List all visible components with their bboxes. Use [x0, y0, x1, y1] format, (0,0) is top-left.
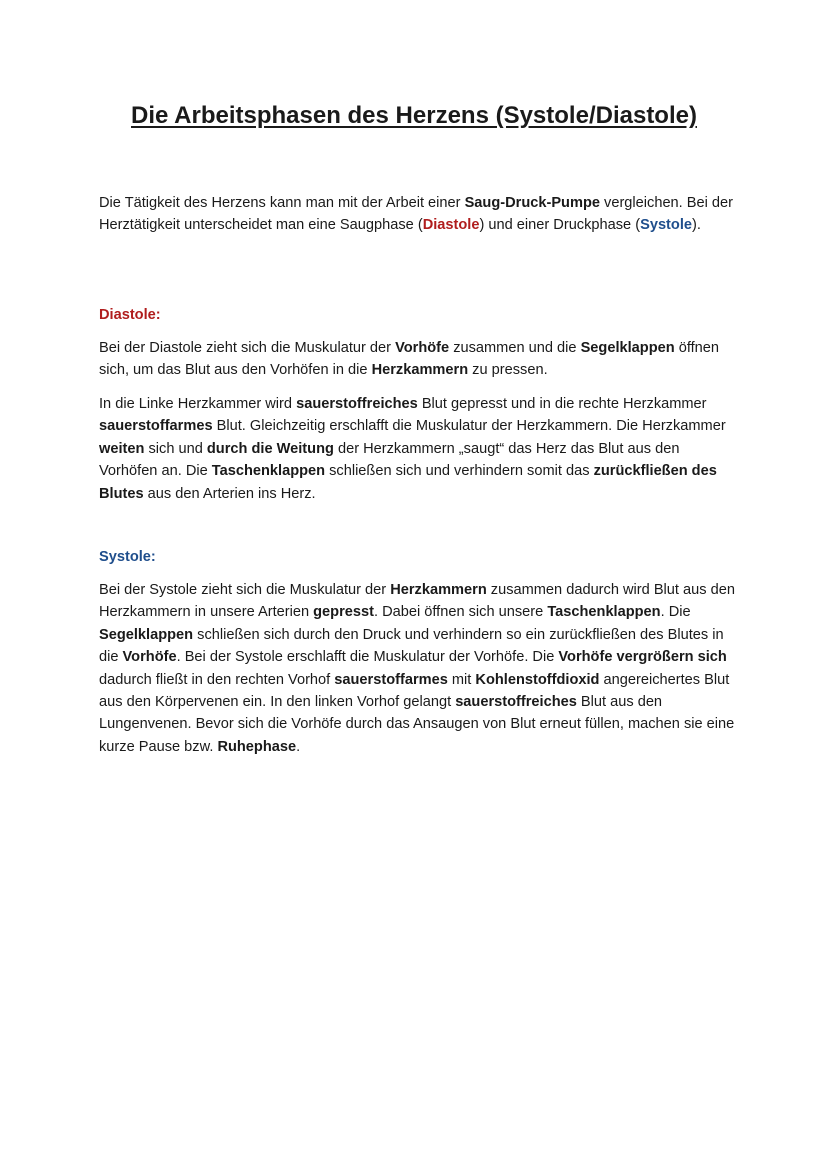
text-span: . Dabei öffnen sich unsere — [373, 604, 548, 621]
bold-term: weiten — [99, 440, 145, 457]
text-span: Blut gepresst und in die rechte Herzkammer — [417, 396, 707, 412]
diastole-paragraph-1 — [99, 337, 739, 382]
bold-term: Vorhöfe — [395, 340, 450, 356]
text-span: schließen sich und verhindern somit das — [325, 463, 594, 480]
systole-term: Systole — [640, 217, 693, 234]
text-span: mit — [447, 671, 476, 688]
bold-term: zurückfließen des Blutes — [99, 463, 717, 502]
bold-term: Taschenklappen — [547, 604, 661, 621]
bold-term: Kohlenstoffdioxid — [475, 671, 600, 688]
bold-term: sauerstoffarmes — [334, 671, 448, 688]
text-span: zusammen dadurch wird Blut aus den Herzkammern in unsere Arterien — [99, 582, 735, 621]
text-span: dadurch fließt in den rechten Vorhof — [99, 671, 335, 688]
intro-paragraph — [99, 192, 739, 237]
text-span: der Herzkammern „saugt“ das Herz das Blut aus den Vorhöfen an. Die — [99, 440, 680, 480]
diastole-heading: Diastole: — [99, 307, 161, 323]
text-span: . Bei der Systole erschlafft die Muskulatur der Vorhöfe. Die — [176, 649, 559, 666]
bold-term: sauerstoffarmes — [99, 418, 213, 435]
bold-term: sauerstoffreiches — [296, 396, 418, 412]
bold-term: Vorhöfe — [122, 649, 177, 666]
text-span: sich und — [144, 440, 207, 457]
text-span: vergleichen. Bei der Herztätigkeit unterscheidet man eine Saugphase ( — [99, 195, 734, 234]
bold-term: Segelklappen — [580, 340, 675, 356]
bold-term: Herzkammern — [390, 582, 487, 598]
text-span: ). — [692, 217, 701, 234]
text-span: angereichertes Blut aus den Körpervenen ein. In den linken Vorhof gelangt — [99, 671, 730, 711]
text-span: öffnen sich, um das Blut aus den Vorhöfen in die — [99, 340, 720, 379]
bold-term: Taschenklappen — [211, 463, 326, 480]
text-span: ) und einer Druckphase ( — [479, 217, 641, 234]
bold-term: Herzkammern — [371, 362, 469, 379]
bold-term: Vorhöfe vergrößern sich — [558, 649, 727, 666]
systole-heading: Systole: — [99, 549, 156, 565]
text-span: . — [296, 738, 301, 755]
page-title: Die Arbeitsphasen des Herzens (Systole/Diastole) — [131, 102, 697, 129]
text-span: aus den Arterien ins Herz. — [143, 485, 316, 502]
text-span: Die Tätigkeit des Herzens kann man mit der Arbeit einer — [99, 195, 465, 211]
diastole-term: Diastole — [422, 217, 480, 234]
text-span: In die Linke Herzkammer wird — [99, 396, 297, 412]
bold-term: sauerstoffreiches — [455, 694, 577, 711]
systole-paragraph — [99, 579, 739, 758]
bold-term: gepresst — [313, 604, 374, 621]
bold-term: Saug-Druck-Pumpe — [464, 195, 600, 211]
text-span: Blut. Gleichzeitig erschlafft die Muskulatur der Herzkammern. Die Herzkammer — [212, 418, 726, 435]
bold-term: Ruhephase — [217, 738, 297, 755]
text-span: . Die — [660, 604, 691, 621]
text-span: zusammen und die — [449, 340, 581, 356]
bold-term: durch die Weitung — [206, 440, 334, 457]
bold-term: Segelklappen — [99, 626, 194, 643]
text-span: Blut aus den Lungenvenen. Bevor sich die Vorhöfe durch das Ansaugen von Blut erneut füllen, machen sie eine kurze Pause bzw. — [99, 694, 735, 755]
text-span: zu pressen. — [468, 362, 548, 379]
text-span: Bei der Systole zieht sich die Muskulatur der — [99, 582, 391, 598]
text-span: schließen sich durch den Druck und verhindern so ein zurückfließen des Blutes in die — [99, 626, 724, 666]
text-span: Bei der Diastole zieht sich die Muskulatur der — [99, 340, 396, 356]
diastole-paragraph-2 — [99, 393, 739, 505]
